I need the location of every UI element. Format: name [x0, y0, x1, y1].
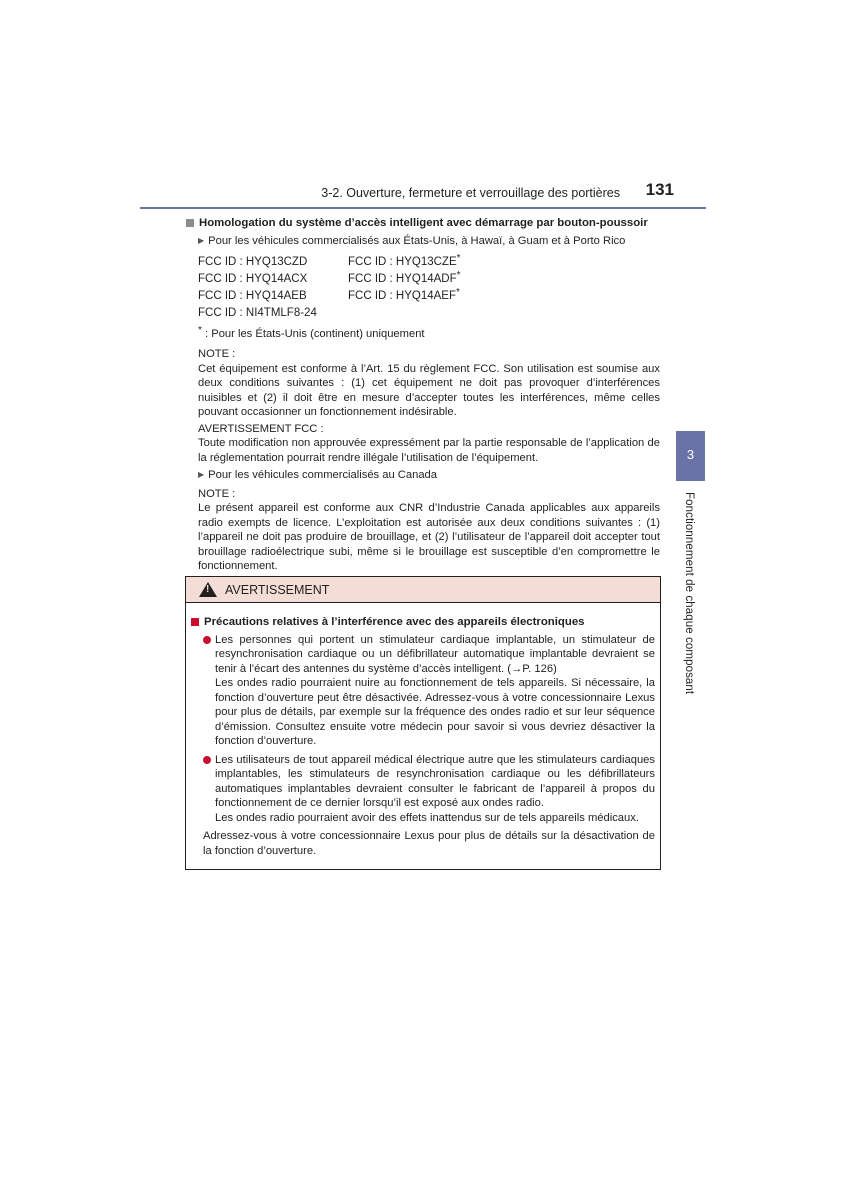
- triangle-right-icon: ▶: [198, 235, 205, 245]
- page-number: 131: [645, 180, 674, 199]
- warning-body: [186, 603, 660, 858]
- warning-box: [185, 576, 661, 870]
- us-subheading: [198, 234, 660, 249]
- fcc-id: FCC ID : HYQ14ADF*: [348, 270, 461, 285]
- triangle-right-icon: ▶: [198, 470, 205, 479]
- bullet-paragraph: Les utilisateurs de tout appareil médical électrique autre que les stimulateurs cardiaques implantables, les stimulateurs de resynchronisation cardiaque ou les défibrillateurs automatiques implantables devraient consulter le fabricant de l’appareil à propos du fonctionnement de ce dernier lorsqu’il est exposé aux ondes radio.: [215, 753, 655, 809]
- fcc-id-single: FCC ID : NI4TMLF8-24: [198, 307, 317, 319]
- warning-subheading: [191, 615, 655, 630]
- note-text: Le présent appareil est conforme aux CNR d’Industrie Canada applicables aux appareils radio exempts de licence. L’exploitation est autorisée aux deux conditions suivantes : (1) l’appareil ne doit pas produire de brouillage, et (2) l’utilisateur de l’appareil doit accepter tout brouillage radioélectrique subi, même si le brouillage est susceptible d’en compromettre le fonctionnement.: [198, 502, 660, 572]
- section-heading: [186, 216, 660, 231]
- fcc-warning-text: Toute modification non approuvée expressément par la partie responsable de l’application de la réglementation pourrait rendre illégale l’utilisation de l’équipement.: [198, 437, 660, 464]
- chapter-tab: 3: [676, 431, 705, 481]
- footnote-text: : Pour les États-Unis (continent) uniquement: [205, 327, 425, 340]
- canada-subheading: [198, 468, 660, 483]
- bullet-paragraph: Les ondes radio pourraient avoir des effets inattendus sur de tels appareils médicaux.: [215, 811, 639, 824]
- bullet-paragraph: Les ondes radio pourraient nuire au fonctionnement de tels appareils. Si nécessaire, la fonction d’ouverture peut être désactivée. Adressez-vous à votre concessionnaire Lexus pour plus de détails, par exemple sur la fréquence des ondes radio et sur leur séquence d’émission. Consultez ensuite votre médecin pour savoir si vous devriez désactiver la fonction d’ouverture.: [215, 677, 655, 747]
- warning-bullet: [203, 753, 655, 826]
- warning-header: [186, 577, 660, 603]
- us-subheading-text: Pour les véhicules commercialisés aux États-Unis, à Hawaï, à Guam et à Porto Rico: [208, 234, 626, 247]
- main-content: [186, 216, 660, 574]
- warning-closing: Adressez-vous à votre concessionnaire Lexus pour plus de détails sur la désactivation de la fonction d’ouverture.: [203, 830, 655, 857]
- note-label: NOTE :: [198, 487, 236, 500]
- fcc-id: FCC ID : HYQ13CZD: [198, 256, 308, 268]
- canada-subheading-text: Pour les véhicules commercialisés au Canada: [208, 469, 437, 481]
- footnote-star: *: [198, 324, 202, 336]
- warning-triangle-icon: !: [199, 582, 217, 597]
- chapter-title: 3-2. Ouverture, fermeture et verrouillage des portières: [321, 186, 620, 200]
- header-rule: [140, 207, 706, 209]
- red-dot-icon: [203, 636, 211, 644]
- bullet-paragraph: Les personnes qui portent un stimulateur cardiaque implantable, un stimulateur de resynchronisation cardiaque ou un défibrillateur automatique implantable devraient se tenir à l’écart des antennes du système d’accès intelligent. (→P. 126): [215, 633, 655, 675]
- fcc-id-list: [198, 252, 660, 303]
- fcc-id: FCC ID : HYQ14ACX: [198, 273, 308, 285]
- chapter-tab-label: Fonctionnement de chaque composant: [683, 492, 695, 695]
- note-label: NOTE :: [198, 348, 236, 360]
- fcc-id: FCC ID : HYQ13CZE*: [348, 253, 461, 268]
- note-text: Cet équipement est conforme à l’Art. 15 du règlement FCC. Son utilisation est soumise aux deux conditions suivantes : (1) cet équipement ne doit pas provoquer d’interférences nuisibles et (2) il doit être en mesure d’accepter toutes les interférences, même celles pouvant occasionner un fonctionnement indésirable.: [198, 362, 660, 418]
- warning-subheading-text: Précautions relatives à l’interférence avec des appareils électroniques: [204, 616, 585, 628]
- footnote: [198, 324, 660, 342]
- section-heading-text: Homologation du système d’accès intelligent avec démarrage par bouton-poussoir: [199, 217, 648, 229]
- warning-title: AVERTISSEMENT: [225, 582, 330, 597]
- warning-bullet: [203, 633, 655, 749]
- fcc-id: FCC ID : HYQ14AEB: [198, 290, 307, 302]
- fcc-warning-label: AVERTISSEMENT FCC :: [198, 422, 324, 435]
- fcc-id: FCC ID : HYQ14AEF*: [348, 287, 460, 302]
- red-dot-icon: [203, 756, 211, 764]
- square-bullet-icon: [191, 618, 199, 626]
- square-bullet-icon: [186, 219, 194, 227]
